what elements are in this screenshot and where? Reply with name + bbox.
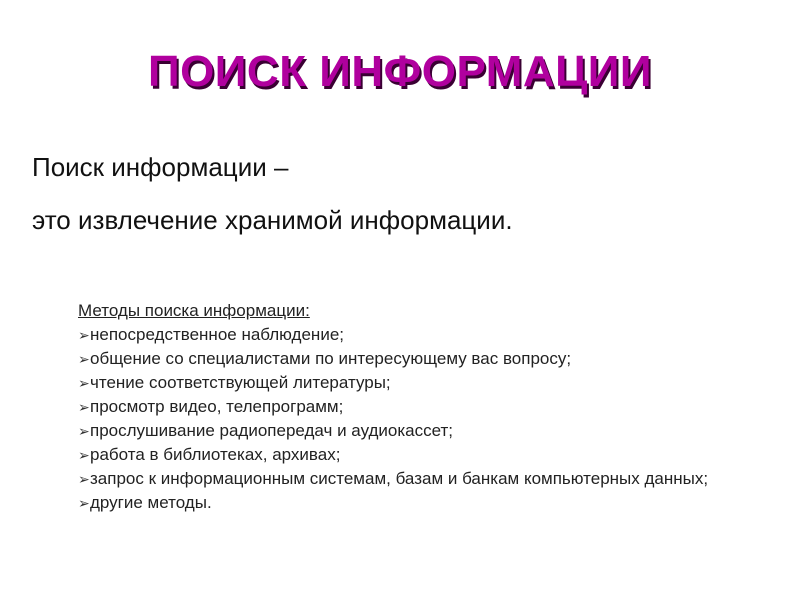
list-item	[78, 491, 758, 515]
list-item-text: непосредственное наблюдение;	[90, 325, 344, 344]
arrowhead-bullet-icon: ➢	[78, 375, 90, 391]
list-item	[78, 395, 758, 419]
list-item-text: чтение соответствующей литературы;	[90, 373, 391, 392]
arrowhead-bullet-icon: ➢	[78, 399, 90, 415]
list-item	[78, 443, 758, 467]
list-item-text: другие методы.	[90, 493, 212, 512]
list-item-text: просмотр видео, телепрограмм;	[90, 397, 344, 416]
list-item	[78, 467, 758, 491]
list-item	[78, 419, 758, 443]
list-item	[78, 371, 758, 395]
list-item-text: запрос к информационным системам, базам и банкам компьютерных данных;	[90, 469, 709, 488]
arrowhead-bullet-icon: ➢	[78, 327, 90, 343]
arrowhead-bullet-icon: ➢	[78, 423, 90, 439]
arrowhead-bullet-icon: ➢	[78, 471, 90, 487]
definition-block	[32, 152, 772, 235]
slide-title: ПОИСК ИНФОРМАЦИИ	[147, 47, 653, 96]
list-item	[78, 323, 758, 347]
list-item-text: прослушивание радиопередач и аудиокассет;	[90, 421, 454, 440]
methods-list	[78, 323, 758, 515]
methods-section	[78, 299, 758, 515]
list-item	[78, 347, 758, 371]
methods-heading: Методы поиска информации:	[78, 301, 310, 320]
arrowhead-bullet-icon: ➢	[78, 495, 90, 511]
list-item-text: работа в библиотеках, архивах;	[90, 445, 341, 464]
definition-line-2: это извлечение хранимой информации.	[32, 205, 513, 235]
list-item-text: общение со специалистами по интересующему вас вопросу;	[90, 349, 572, 368]
arrowhead-bullet-icon: ➢	[78, 351, 90, 367]
arrowhead-bullet-icon: ➢	[78, 447, 90, 463]
definition-line-1: Поиск информации –	[32, 152, 289, 182]
